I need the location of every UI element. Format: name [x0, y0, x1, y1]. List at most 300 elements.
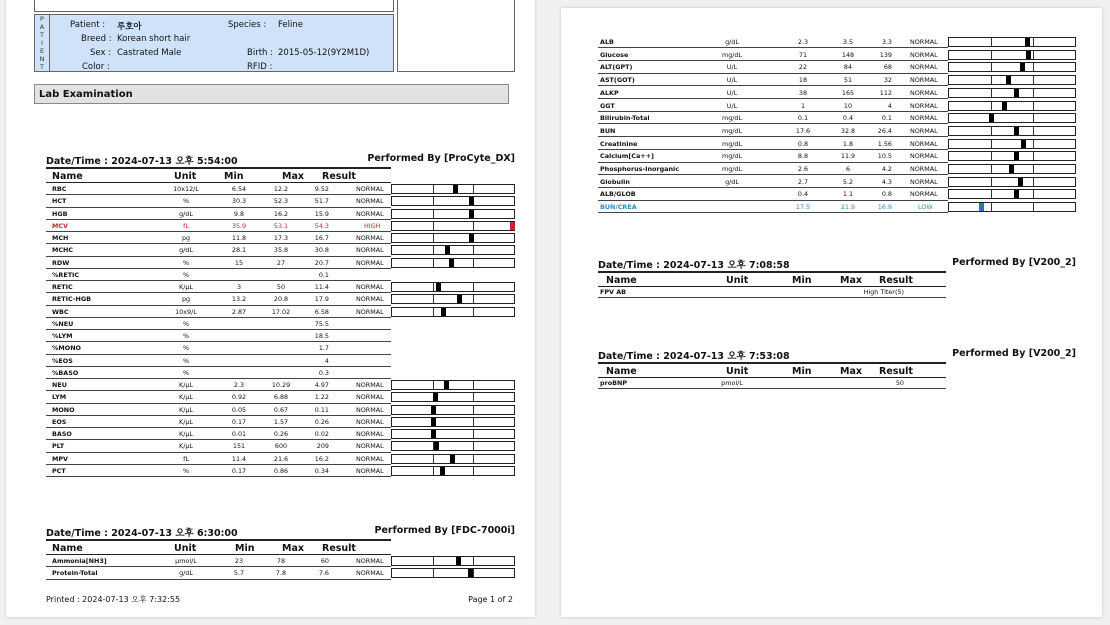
result-marker: [1025, 38, 1030, 46]
test-name: ALKP: [600, 88, 619, 97]
test-unit: %: [182, 319, 190, 328]
range-bar: [948, 113, 1076, 123]
range-segment: [991, 165, 992, 173]
range-segment: [1033, 51, 1034, 59]
range-segment: [433, 308, 434, 316]
test-result: 50: [895, 379, 904, 387]
test-result: 75.5: [314, 319, 329, 328]
test-max: 11.9: [840, 152, 856, 161]
test-result: 17.9: [314, 295, 329, 304]
test-result: 1.22: [314, 393, 329, 402]
test-min: 71: [798, 50, 808, 59]
result-marker: [1014, 127, 1019, 135]
table-row: [46, 318, 515, 330]
test-min: 6.54: [231, 185, 247, 193]
test-min: 0.17: [231, 417, 247, 426]
table-row: [46, 440, 515, 452]
test-status: NORMAL: [910, 63, 938, 72]
range-segment: [1033, 190, 1034, 198]
breed-value: Korean short hair: [117, 34, 191, 44]
test-min: 0.92: [231, 393, 247, 402]
printed-date: Printed : 2024-07-13 오후 7:32:55: [46, 595, 181, 604]
color-label: Color :: [82, 62, 110, 72]
test-unit: mg/dL: [721, 152, 743, 161]
table-row: [46, 416, 515, 428]
result-marker: [1014, 152, 1019, 160]
table-row: [598, 74, 1076, 86]
test-max: 53.1: [273, 221, 289, 230]
table-row: [46, 367, 515, 379]
test-min: 0.05: [231, 405, 247, 414]
table-row: [598, 112, 1076, 124]
test-status: NORMAL: [356, 454, 384, 463]
test-name: RETIC-HGB: [52, 295, 91, 304]
table-row: [46, 342, 515, 354]
range-bar: [948, 88, 1076, 98]
header-name: Name: [606, 366, 637, 377]
result-marker: [1026, 51, 1031, 59]
test-max: 12.2: [273, 185, 289, 193]
test-min: 1: [800, 101, 806, 110]
test-unit: g/dL: [179, 569, 193, 578]
range-segment: [473, 569, 474, 577]
test-max: 17.02: [271, 307, 291, 316]
result-marker: [1014, 89, 1019, 97]
test-min: 38: [798, 88, 808, 97]
range-bar: [391, 282, 515, 292]
test-status: NORMAL: [910, 38, 938, 46]
range-bar: [391, 184, 515, 194]
table-row: [598, 36, 1076, 48]
test-name: %MONO: [52, 344, 81, 353]
test-name: HGB: [52, 209, 68, 218]
test-min: 28.1: [231, 246, 247, 255]
test-result: 1.7: [318, 344, 329, 353]
range-segment: [991, 76, 992, 84]
logo-box: [397, 0, 515, 72]
result-marker: [449, 259, 454, 267]
result-marker: [431, 406, 436, 414]
table-header: [46, 167, 391, 183]
range-segment: [473, 455, 474, 463]
result-marker: [456, 557, 461, 565]
test-result: 4: [887, 101, 892, 110]
test-min: 2.3: [797, 38, 809, 46]
test-name: AST(GOT): [600, 76, 635, 85]
header-name: Name: [52, 171, 83, 182]
result-marker: [441, 308, 446, 316]
table-row: [46, 183, 515, 195]
patient-info-panel: [34, 14, 394, 72]
table-row: [46, 306, 515, 318]
test-result: 15.9: [314, 209, 329, 218]
test-unit: %: [182, 344, 190, 353]
table-header: [46, 539, 391, 555]
test-max: 7.8: [275, 569, 287, 578]
test-result: 7.6: [318, 569, 329, 578]
test-max: 0.4: [842, 114, 854, 123]
test-min: 30.3: [231, 197, 247, 206]
test-min: 2.6: [797, 165, 809, 173]
test-name: ALB: [600, 38, 614, 46]
test-result: 30.8: [314, 246, 329, 255]
test-name: Protein-Total: [52, 569, 98, 578]
range-bar: [948, 202, 1076, 212]
test-max: 16.2: [273, 209, 289, 218]
test-max: 148: [841, 50, 855, 59]
result-marker: [1021, 140, 1026, 148]
table-row: [46, 257, 515, 269]
test-status: NORMAL: [910, 88, 938, 97]
result-marker: [453, 185, 458, 193]
performed-by: Performed By [ProCyte_DX]: [367, 153, 515, 164]
test-result: 68: [883, 63, 892, 72]
test-name: MCV: [52, 221, 68, 230]
result-marker: [1009, 165, 1014, 173]
test-status: NORMAL: [910, 190, 938, 199]
table-row: [46, 355, 515, 367]
table-row: [46, 567, 515, 579]
result-marker: [1006, 76, 1011, 84]
test-result: High Titer(5): [863, 288, 904, 296]
test-min: 2.87: [231, 307, 247, 316]
test-unit: %: [182, 197, 190, 206]
range-segment: [1033, 152, 1034, 160]
test-unit: U/L: [726, 88, 738, 97]
test-unit: g/dL: [725, 177, 739, 186]
range-bar: [948, 75, 1076, 85]
range-bar: [948, 139, 1076, 149]
range-segment: [473, 259, 474, 267]
test-min: 11.4: [231, 454, 247, 463]
result-marker: [468, 569, 473, 577]
performed-by: Performed By [FDC-7000i]: [374, 525, 515, 536]
test-unit: K/μL: [179, 442, 193, 451]
result-datetime: Date/Time : 2024-07-13 오후 7:08:58: [598, 260, 790, 271]
test-max: 0.67: [273, 405, 289, 414]
test-name: PLT: [52, 442, 65, 451]
header-result: Result: [322, 543, 356, 554]
test-result: 4.2: [881, 165, 892, 173]
test-min: 35.9: [231, 221, 247, 230]
result-marker: [444, 381, 449, 389]
test-unit: mg/dL: [721, 114, 743, 123]
test-name: Phosphorus-Inorganic: [600, 165, 679, 173]
range-segment: [433, 467, 434, 475]
test-min: 9.8: [233, 209, 245, 218]
test-status: NORMAL: [356, 466, 384, 475]
test-name: ALT(GPT): [600, 63, 633, 72]
test-name: WBC: [52, 307, 69, 316]
test-name: NEU: [52, 381, 67, 389]
table-row: [46, 281, 515, 293]
result-marker: [1002, 102, 1007, 110]
test-unit: %: [182, 270, 190, 279]
range-segment: [473, 442, 474, 450]
test-name: ALB/GLOB: [600, 190, 636, 199]
range-bar: [391, 556, 515, 566]
range-bar: [391, 454, 515, 464]
test-unit: %: [182, 258, 190, 267]
test-name: %LYM: [52, 332, 73, 340]
range-segment: [1033, 114, 1034, 122]
result-marker: [457, 295, 462, 303]
range-bar: [391, 417, 515, 427]
test-status: NORMAL: [356, 307, 384, 316]
test-min: 18: [798, 76, 808, 85]
range-segment: [991, 178, 992, 186]
result-datetime: Date/Time : 2024-07-13 오후 6:30:00: [46, 528, 238, 539]
section-title: Lab Examination: [34, 84, 509, 104]
test-unit: U/L: [726, 63, 738, 72]
test-result: 26.4: [877, 126, 892, 135]
test-name: MPV: [52, 454, 68, 463]
range-bar: [391, 392, 515, 402]
test-max: 35.8: [273, 246, 289, 255]
test-status: NORMAL: [910, 177, 938, 186]
range-bar: [391, 405, 515, 415]
range-segment: [1033, 140, 1034, 148]
range-bar: [391, 245, 515, 255]
test-max: 165: [841, 88, 855, 97]
range-bar: [391, 441, 515, 451]
result-marker: [440, 467, 445, 475]
test-min: 22: [798, 63, 808, 72]
test-result: 18.5: [314, 332, 329, 340]
test-status: NORMAL: [356, 557, 384, 565]
test-unit: pg: [181, 295, 191, 304]
report-page-2: [561, 8, 1102, 617]
result-marker: [436, 283, 441, 291]
rfid-label: RFID :: [247, 62, 273, 72]
test-max: 51: [843, 76, 853, 85]
table-row: [598, 87, 1076, 99]
range-segment: [433, 259, 434, 267]
range-bar: [391, 221, 515, 231]
range-bar: [948, 151, 1076, 161]
test-result: 60: [320, 557, 329, 565]
range-segment: [991, 102, 992, 110]
test-status: NORMAL: [910, 101, 938, 110]
header-unit: Unit: [726, 366, 749, 377]
header-unit: Unit: [726, 275, 749, 286]
test-status: LOW: [918, 203, 933, 212]
range-segment: [473, 246, 474, 254]
table-row: [46, 465, 515, 477]
test-result: 51.7: [314, 197, 329, 206]
test-unit: 10x12/L: [173, 185, 199, 193]
test-result: 16.7: [314, 234, 329, 242]
test-max: 21.6: [273, 454, 289, 463]
patient-side-letter: T: [40, 63, 44, 71]
test-status: NORMAL: [356, 393, 384, 402]
table-row: [46, 269, 515, 281]
test-name: Creatinine: [600, 139, 638, 148]
range-segment: [433, 185, 434, 193]
test-max: 5.2: [842, 177, 854, 186]
table-row: [598, 150, 1076, 162]
test-unit: mg/dL: [721, 139, 743, 148]
breed-label: Breed :: [81, 34, 112, 44]
table-header: [598, 271, 946, 287]
test-min: 11.8: [231, 234, 247, 242]
test-max: 52.3: [273, 197, 289, 206]
test-name: Calcium[Ca++]: [600, 152, 654, 161]
test-unit: g/dL: [179, 209, 193, 218]
result-marker: [1020, 63, 1025, 71]
range-bar: [391, 466, 515, 476]
range-segment: [473, 283, 474, 291]
range-segment: [1033, 203, 1034, 211]
header-unit: Unit: [174, 543, 197, 554]
table-row: [46, 195, 515, 207]
test-min: 8.8: [797, 152, 809, 161]
table-row: [598, 163, 1076, 175]
test-max: 50: [276, 283, 286, 291]
test-name: EOS: [52, 417, 67, 426]
test-min: 151: [232, 442, 246, 451]
test-status: NORMAL: [910, 126, 938, 135]
test-min: 13.2: [231, 295, 247, 304]
test-result: 16.9: [877, 203, 892, 212]
test-result: 1.56: [877, 139, 892, 148]
header-box: [34, 0, 394, 12]
table-row: [598, 125, 1076, 137]
range-bar: [391, 429, 515, 439]
header-unit: Unit: [174, 171, 197, 182]
result-marker: [431, 418, 436, 426]
test-min: 0.8: [797, 139, 809, 148]
range-segment: [1033, 89, 1034, 97]
test-min: 15: [234, 258, 244, 267]
range-bar: [948, 126, 1076, 136]
test-unit: pmol/L: [721, 379, 743, 387]
test-min: 17.6: [795, 126, 811, 135]
table-row: [46, 232, 515, 244]
header-max: Max: [840, 366, 862, 377]
table-row: [46, 220, 515, 232]
table-row: [46, 391, 515, 403]
test-name: Bilirubin-Total: [600, 114, 650, 123]
patient-side-label: [35, 15, 50, 71]
performed-by: Performed By [V200_2]: [952, 257, 1076, 268]
test-result: 20.7: [314, 258, 329, 267]
test-unit: %: [182, 332, 190, 340]
result-marker: [469, 210, 474, 218]
test-result: 16.2: [314, 454, 329, 463]
test-unit: g/dL: [725, 38, 739, 46]
test-result: 54.3: [314, 221, 329, 230]
test-max: 10: [843, 101, 853, 110]
test-unit: mg/dL: [721, 126, 743, 135]
test-name: proBNP: [600, 379, 628, 387]
table-row: [46, 330, 515, 342]
test-max: 10.29: [271, 381, 291, 389]
test-status: NORMAL: [356, 442, 384, 451]
result-marker: [1018, 178, 1023, 186]
range-segment: [433, 197, 434, 205]
test-status: HIGH: [364, 221, 381, 230]
range-segment: [433, 222, 434, 230]
range-segment: [991, 38, 992, 46]
test-min: 0.4: [797, 190, 809, 199]
test-max: 32.8: [840, 126, 856, 135]
test-max: 27: [276, 258, 286, 267]
species-value: Feline: [278, 20, 303, 30]
table-row: [598, 138, 1076, 150]
test-result: 4.97: [314, 381, 329, 389]
table-row: [46, 244, 515, 256]
range-segment: [473, 393, 474, 401]
test-result: 10.5: [877, 152, 892, 161]
test-status: NORMAL: [910, 165, 938, 173]
range-bar: [948, 50, 1076, 60]
report-page-1: [6, 0, 535, 617]
test-unit: K/μL: [179, 381, 193, 389]
test-min: 2.7: [797, 177, 809, 186]
patient-side-letter: E: [39, 47, 45, 55]
test-name: BUN: [600, 126, 616, 135]
test-status: NORMAL: [356, 283, 384, 291]
table-row: [598, 176, 1076, 188]
test-status: NORMAL: [356, 234, 384, 242]
result-marker: [510, 222, 515, 230]
test-name: MCH: [52, 234, 69, 242]
test-result: 3.3: [881, 38, 892, 46]
range-segment: [473, 308, 474, 316]
test-status: NORMAL: [910, 50, 938, 59]
test-unit: mg/dL: [721, 165, 743, 173]
range-bar: [948, 177, 1076, 187]
header-min: Min: [792, 275, 812, 286]
range-segment: [433, 569, 434, 577]
patient-side-letter: N: [39, 55, 45, 63]
test-unit: K/μL: [179, 430, 193, 438]
species-label: Species :: [228, 20, 267, 30]
test-name: GGT: [600, 101, 615, 110]
test-result: 32: [883, 76, 892, 85]
range-segment: [473, 467, 474, 475]
test-status: NORMAL: [356, 197, 384, 206]
range-segment: [1033, 76, 1034, 84]
table-header: [598, 362, 946, 378]
test-max: 84: [843, 63, 853, 72]
test-name: RDW: [52, 258, 70, 267]
test-unit: K/μL: [179, 405, 193, 414]
table-row: [46, 453, 515, 465]
test-status: NORMAL: [356, 295, 384, 304]
test-result: 112: [879, 88, 892, 97]
table-row: [46, 208, 515, 220]
range-bar: [391, 209, 515, 219]
test-result: 0.34: [314, 466, 329, 475]
test-min: 0.1: [797, 114, 809, 123]
test-name: RBC: [52, 185, 67, 193]
header-min: Min: [792, 366, 812, 377]
header-min: Min: [235, 543, 255, 554]
table-row: [598, 100, 1076, 112]
test-min: 0.17: [231, 466, 247, 475]
test-name: PCT: [52, 466, 66, 475]
test-result: 209: [316, 442, 329, 451]
header-name: Name: [606, 275, 637, 286]
performed-by: Performed By [V200_2]: [952, 348, 1076, 359]
test-unit: fL: [183, 221, 189, 230]
test-unit: g/dL: [179, 246, 193, 255]
range-segment: [991, 127, 992, 135]
patient-side-letter: I: [41, 39, 43, 47]
test-name: BASO: [52, 430, 72, 438]
